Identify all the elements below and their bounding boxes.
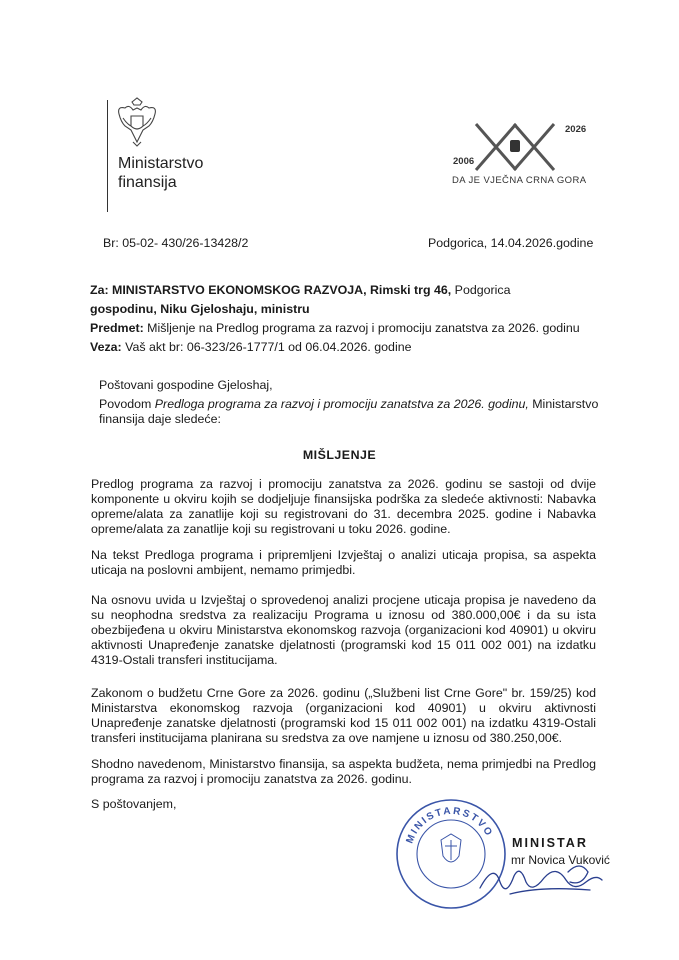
document-date: Podgorica, 14.04.2026.godine (428, 236, 594, 250)
minister-title: MINISTAR (512, 836, 588, 850)
recipient-city: Podgorica (451, 283, 511, 297)
reference-line (90, 340, 411, 355)
paragraph-components: Predlog programa za razvoj i promociju zanatstva za 2026. godinu se sastoji od dvije komponente u okviru kojih se dodjeljuje finansijska podrška za sledeće aktivnosti: Nabavka opreme/alata za zanatlije koji su registrovani do 31. decembra 2025. godine i Nabavka opreme/alata za zanatlije koji su registrovani u toku 2026. godine. (91, 477, 596, 536)
header-divider (107, 100, 108, 212)
recipient-person: gospodinu, Niku Gjeloshaju, ministru (90, 302, 310, 316)
handwritten-signature (470, 842, 610, 902)
predmet-label: Predmet: (90, 321, 144, 335)
intro-pre: Povodom (99, 397, 155, 411)
za-label: Za: (90, 283, 109, 297)
recipient-org: MINISTARSTVO EKONOMSKOG RAZVOJA, Rimski trg 46, (112, 283, 452, 297)
logo-year-start: 2006 (453, 156, 475, 167)
logo-motto: DA JE VJEČNA CRNA GORA (452, 175, 587, 186)
intro-post: Ministarstvo finansija daje sledeće: (99, 397, 599, 426)
intro-paragraph (99, 397, 599, 427)
ministry-name-line2: finansija (118, 174, 177, 191)
ministry-name (118, 154, 203, 192)
recipient-line (90, 283, 510, 298)
opinion-title: MIŠLJENJE (302, 448, 377, 462)
coat-of-arms-icon (115, 96, 159, 148)
minister-name: mr Novica Vuković (511, 853, 610, 867)
predmet-text: Mišljenje na Predlog programa za razvoj i promociju zanatstva za 2026. godinu (143, 321, 580, 335)
ministry-name-line1: Ministarstvo (118, 155, 204, 172)
reference-number: Br: 05-02- 430/26-13428/2 (103, 236, 249, 250)
paragraph-budget-law: Zakonom o budžetu Crne Gore za 2026. godinu („Službeni list Crne Gore" br. 159/25) kod Ministarstva ekonomskog razvoja (organizacioni kod 40901) u okviru aktivnosti Unapređenje zanatske djelatnosti (programski kod 15 011 002 001) na izdatku 4319-Ostali transferi institucijama planirana su sredstva za ove namjene u iznosu od 380.250,00€. (91, 686, 596, 745)
greeting: Poštovani gospodine Gjeloshaj, (99, 378, 273, 392)
logo-year-end: 2026 (565, 124, 587, 135)
svg-text:MINISTARSTVO: MINISTARSTVO (404, 805, 495, 846)
subject-line (90, 321, 580, 336)
veza-text: Vaš akt br: 06-323/26-1777/1 od 06.04.2026. godine (121, 340, 412, 354)
veza-label: Veza: (90, 340, 122, 354)
paragraph-no-remarks: Na tekst Predloga programa i pripremljeni Izvještaj o analizi uticaja propisa, sa aspekta uticaja na poslovni ambijent, nemamo primjedbi. (91, 548, 596, 577)
paragraph-conclusion: Shodno navedenom, Ministarstvo finansija, sa aspekta budžeta, nema primjedbi na Predlog programa za razvoj i promociju zanatstva za 2026. godinu. (91, 757, 596, 786)
paragraph-funding: Na osnovu uvida u Izvještaj o sprovedenoj analizi procjene uticaja propisa je navedeno da su neophodna sredstva za realizaciju Programa u iznosu od 380.000,00€ i da su ista obezbijeđena u okviru Ministarstva ekonomskog razvoja (organizacioni kod 40901) u okviru aktivnosti Unapređenje zanatske djelatnosti (programski kod 15 011 002 001) na izdatku 4319-Ostali transferi institucijama. (91, 593, 596, 667)
intro-italic: Predloga programa za razvoj i promociju zanatstva za 2026. godinu, (154, 397, 529, 411)
closing-salutation: S poštovanjem, (91, 797, 177, 811)
